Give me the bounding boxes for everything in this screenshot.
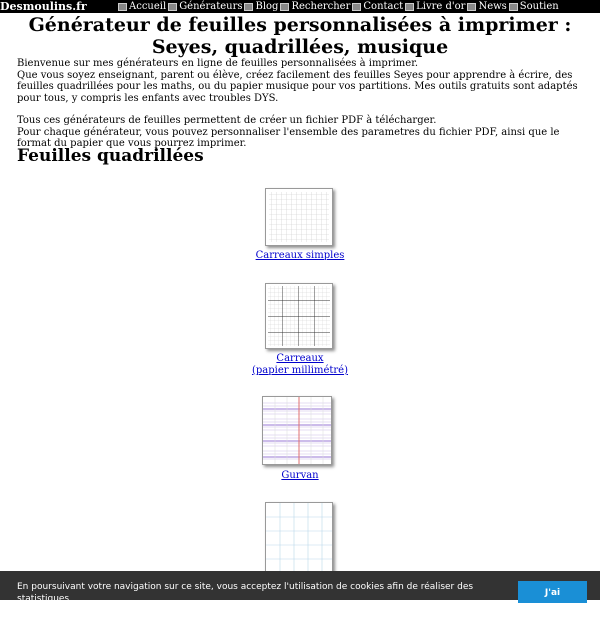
lined-paper-preview (266, 503, 332, 572)
page-title-line2: Seyes, quadrillées, musique (151, 36, 449, 58)
thumbnail-item-4[interactable] (265, 502, 333, 573)
graph-paper-preview (266, 284, 332, 348)
site-brand-link[interactable]: Desmoulins.fr (0, 0, 87, 13)
thumbnail-carreaux-simples[interactable] (265, 188, 333, 246)
item-label: Carreaux simples (255, 250, 345, 261)
item-link-papier-millimetre[interactable] (0, 353, 600, 376)
contact-icon (352, 3, 361, 11)
item-label: Carreaux (276, 353, 324, 364)
top-nav-bar (0, 0, 600, 13)
nav-item-accueil[interactable] (118, 0, 166, 13)
nav-item-livre-dor[interactable] (405, 0, 465, 13)
generators-icon (168, 3, 177, 11)
guestbook-icon (405, 3, 414, 11)
blog-icon (244, 3, 253, 11)
nav-item-contact[interactable] (352, 0, 403, 13)
section-heading: Feuilles quadrillées (17, 146, 204, 166)
item-label: Gurvan (281, 470, 319, 481)
item-label-2: (papier millimétré) (251, 364, 349, 376)
nav-label: Générateurs (179, 1, 243, 12)
search-icon (280, 3, 289, 11)
gurvan-lines-preview (263, 397, 331, 464)
small-grid-preview (266, 189, 332, 245)
item-link-carreaux-simples[interactable] (0, 250, 600, 262)
nav-label: News (478, 1, 507, 12)
thumbnail-papier-millimetre[interactable] (265, 283, 333, 349)
intro-paragraph-2: Que vous soyez enseignant, parent ou élève, créez facilement des feuilles Seyes pour apprendre à écrire, des feuilles quadrillées pour les maths, ou du papier musique pour vos partitions. Mes outils gratuits sont adaptés pour tous, y compris les enfants avec troubles DYS. (17, 69, 578, 104)
nav-label: Blog (255, 1, 279, 12)
page-title-line1: Générateur de feuilles personnalisées à imprimer : (28, 14, 572, 36)
nav-label: Rechercher (291, 1, 351, 12)
home-icon (118, 3, 127, 11)
page-title (0, 14, 600, 58)
nav-item-soutien[interactable] (509, 0, 559, 13)
cookie-accept-button[interactable]: J'ai compris (518, 581, 587, 603)
main-nav (118, 0, 561, 13)
intro-text (17, 58, 587, 150)
item-link-gurvan[interactable] (0, 470, 600, 482)
thumbnail-gurvan[interactable] (262, 396, 332, 465)
news-icon (467, 3, 476, 11)
intro-paragraph-4: Pour chaque générateur, vous pouvez personnaliser l'ensemble des parametres du fichier PDF, ainsi que le format du papier que vous pourrez imprimer. (17, 126, 560, 149)
support-icon (509, 3, 518, 11)
nav-label: Soutien (519, 1, 559, 12)
nav-item-news[interactable] (467, 0, 506, 13)
intro-paragraph-1: Bienvenue sur mes générateurs en ligne de feuilles personnalisées à imprimer. (17, 58, 419, 69)
nav-label: Contact (363, 1, 404, 12)
nav-item-blog[interactable] (244, 0, 278, 13)
nav-item-rechercher[interactable] (280, 0, 350, 13)
cookie-banner (0, 571, 600, 620)
nav-label: Livre d'or (416, 1, 466, 12)
cookie-text: En poursuivant votre navigation sur ce site, vous acceptez l'utilisation de cookies afin de réaliser des statistiques (17, 582, 474, 604)
intro-paragraph-3: Tous ces générateurs de feuilles permettent de créer un fichier PDF à télécharger. (17, 115, 437, 126)
nav-item-generateurs[interactable] (168, 0, 242, 13)
nav-label: Accueil (129, 1, 167, 12)
